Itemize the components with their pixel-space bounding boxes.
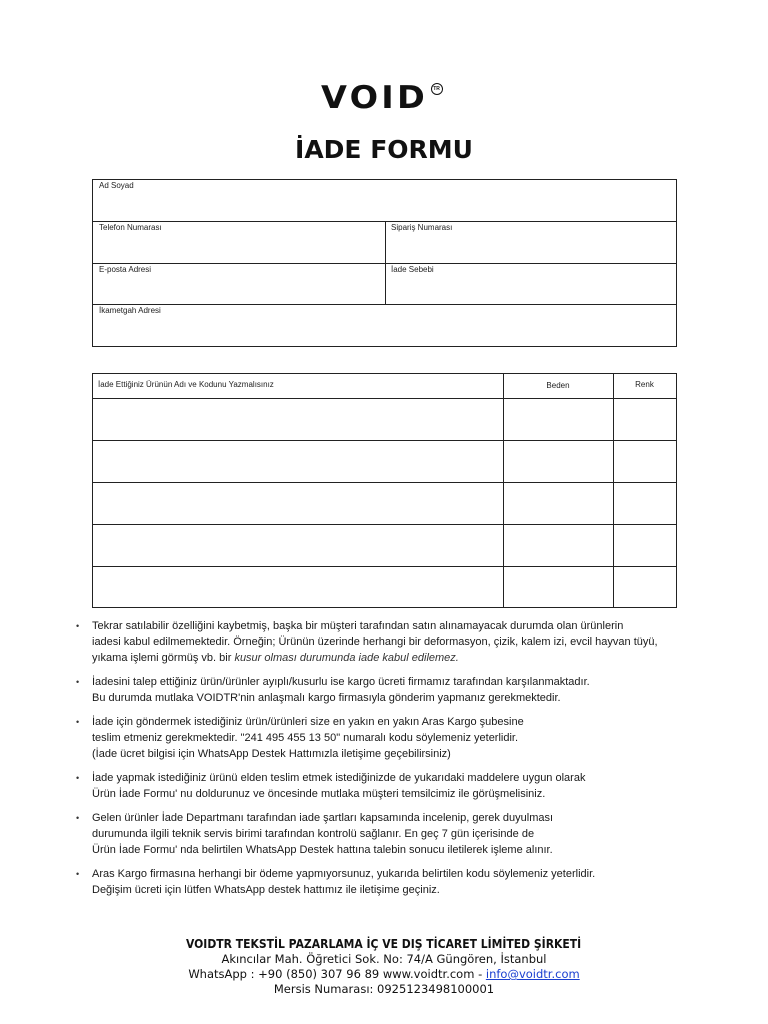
email-label: E-posta Adresi	[99, 265, 152, 274]
list-item	[76, 810, 716, 858]
phone-label: Telefon Numarası	[99, 223, 162, 232]
note-line: • İade için göndermek istediğiniz ürün/ürünleri size en yakın en yakın Aras Kargo şubesine	[92, 716, 524, 728]
note-line: • İade yapmak istediğiniz ürünü elden teslim etmek istediğinizde de yukarıdaki maddelere uygun olarak	[92, 772, 586, 784]
list-item	[76, 618, 716, 666]
company-address: Akıncılar Mah. Öğretici Sok. No: 74/A Güngören, İstanbul	[221, 952, 547, 966]
note-line: (İade ücret bilgisi için WhatsApp Destek Hattımızla iletişime geçebilirsiniz)	[92, 748, 451, 760]
order-number-label: Sipariş Numarası	[391, 223, 453, 232]
company-footer	[0, 933, 768, 997]
contact-line	[0, 967, 768, 982]
return-policy-notes	[76, 618, 716, 906]
size-header: Beden	[546, 381, 570, 390]
address-field[interactable]	[93, 305, 676, 346]
email-field[interactable]	[93, 264, 385, 304]
note-line	[92, 650, 716, 666]
note-line: • İadesini talep ettiğiniz ürün/ürünler ayıplı/kusurlu ise kargo ücreti firmamız tarafından karşılanmaktadır.	[92, 676, 590, 688]
list-item	[76, 770, 716, 802]
mersis-number: Mersis Numarası: 0925123498100001	[273, 982, 495, 996]
note-line: iadesi kabul edilmemektedir. Örneğin; Ürünün üzerinde herhangi bir deformasyon, çizik, kalem izi, evcil hayvan tüyü,	[92, 636, 658, 648]
return-reason-field[interactable]	[386, 264, 676, 304]
table-row[interactable]	[93, 567, 676, 607]
list-item	[76, 866, 716, 898]
full-name-label: Ad Soyad	[99, 181, 134, 190]
note-emphasis: kusur olması durumunda iade kabul edilemez.	[234, 652, 459, 664]
note-line: durumunda ilgili teknik servis birimi tarafından kontrolü sağlanır. En geç 7 gün içerisinde de	[92, 828, 535, 840]
order-number-field[interactable]	[386, 222, 676, 263]
note-text: yıkama işlemi görmüş vb. bir	[92, 652, 235, 664]
address-label: İkametgah Adresi	[99, 306, 161, 315]
company-name: VOIDTR TEKSTİL PAZARLAMA İÇ VE DIŞ TİCARET LİMİTED ŞİRKETİ	[186, 937, 582, 951]
email-link[interactable]: info@voidtr.com	[485, 967, 580, 981]
product-name-header: İade Ettiğiniz Ürünün Adı ve Kodunu Yazmalısınız	[98, 380, 274, 389]
note-line: teslim etmeniz gerekmektedir. "241 495 455 13 50" numaralı kodu söylemeniz yeterlidir.	[92, 732, 519, 744]
note-line: Ürün İade Formu' nu doldurunuz ve öncesinde mutlaka müşteri temsilcimiz ile görüşmelisiniz.	[92, 788, 546, 800]
table-row[interactable]	[93, 441, 676, 482]
page-title: İADE FORMU	[295, 135, 473, 164]
note-line: Bu durumda mutlaka VOIDTR'nin anlaşmalı kargo firmasıyla gönderim yapmanız gerekmektedir.	[92, 692, 561, 704]
customer-info-form	[92, 179, 677, 347]
table-row[interactable]	[93, 525, 676, 566]
note-line: • Aras Kargo firmasına herhangi bir ödeme yapmıyorsunuz, yukarıda belirtilen kodu söylemeniz yeterlidir.	[92, 868, 596, 880]
note-line: • Gelen ürünler İade Departmanı tarafından iade şartları kapsamında incelenip, gerek duyulması	[92, 812, 554, 824]
brand-logo	[0, 80, 768, 116]
logo-text: VOID	[321, 80, 429, 116]
note-line: • Tekrar satılabilir özelliğini kaybetmiş, başka bir müşteri tarafından satın alınamayacak durumda olan ürünlerin	[92, 620, 624, 632]
phone-field[interactable]	[93, 222, 385, 263]
note-line: Değişim ücreti için lütfen WhatsApp destek hattımız ile iletişime geçiniz.	[92, 884, 440, 896]
list-item	[76, 674, 716, 706]
note-line: Ürün İade Formu' nda belirtilen WhatsApp Destek hattına talebin sonucu iletilerek işleme alınır.	[92, 844, 553, 856]
return-reason-label: İade Sebebi	[391, 265, 434, 274]
contact-text: WhatsApp : +90 (850) 307 96 89 www.voidtr.com -	[188, 967, 486, 981]
table-row[interactable]	[93, 483, 676, 524]
color-header: Renk	[635, 380, 654, 389]
full-name-field[interactable]	[93, 180, 676, 221]
product-table	[92, 373, 677, 608]
list-item	[76, 714, 716, 762]
table-row[interactable]	[93, 399, 676, 440]
trademark-icon: TR	[431, 83, 443, 95]
